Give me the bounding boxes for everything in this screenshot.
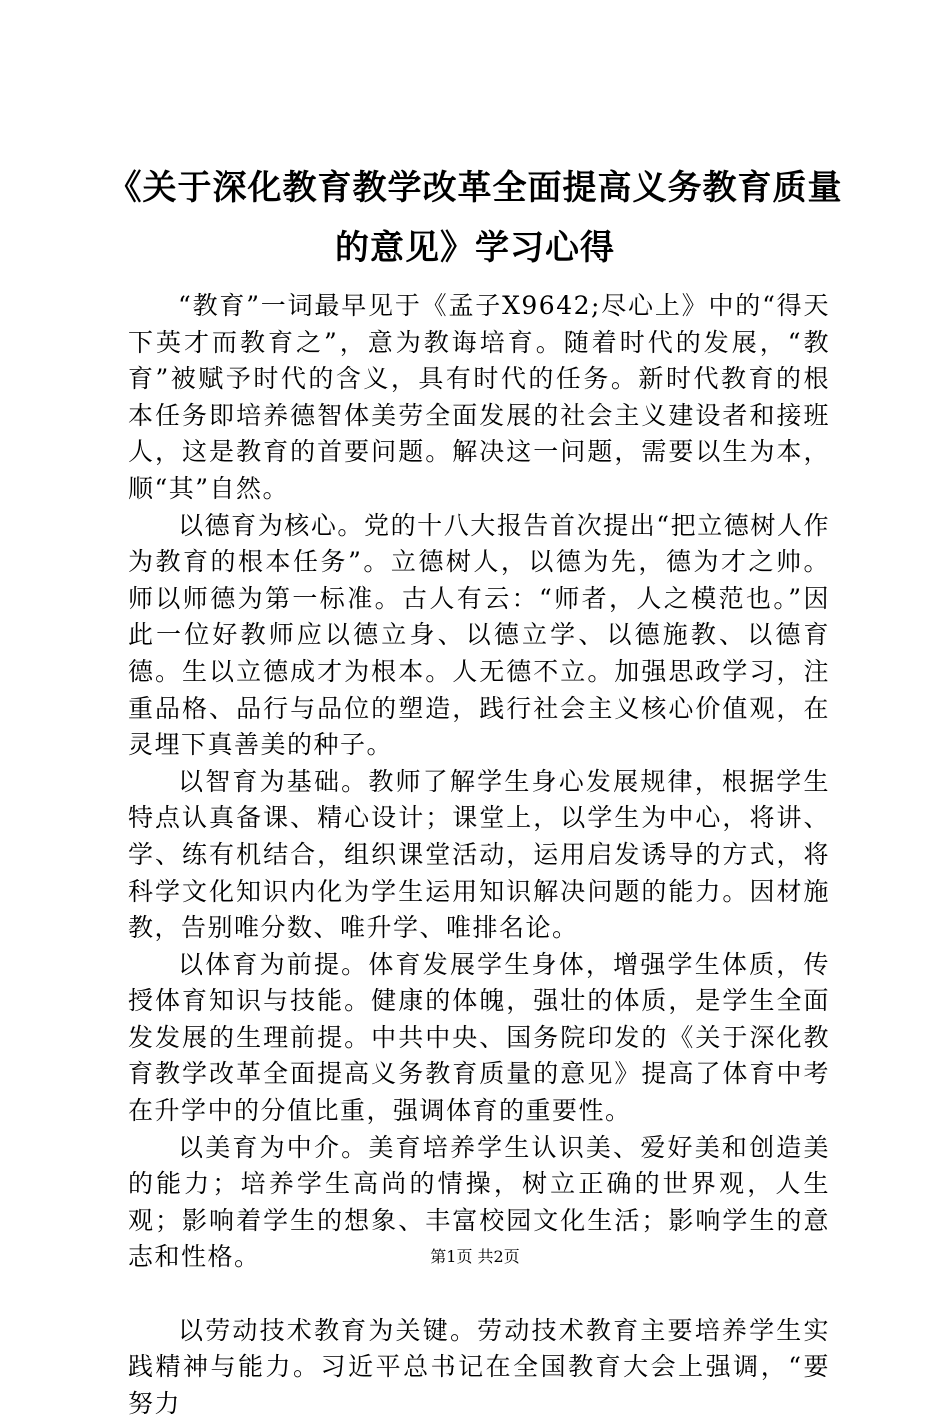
page-number-footer: 第1页 共2页 (430, 1247, 520, 1266)
paragraph-labor-education: 以劳动技术教育为关键。劳动技术教育主要培养学生实践精神与能力。习近平总书记在全国教育大会上强调，“要努力 (128, 1315, 830, 1418)
paragraph-spacer (128, 1276, 830, 1313)
document-title: 《关于深化教育教学改革全面提高义务教育质量的意见》学习心得 (107, 168, 843, 268)
paragraph-intro: “教育”一词最早见于《孟子X9642;尽心上》中的“得天下英才而教育之”，意为教诲培育。随着时代的发展，“教育”被赋予时代的含义，具有时代的任务。新时代教育的根本任务即培养德智体美劳全面发展的社会主义建设者和接班人，这是教育的首要问题。解决这一问题，需要以生为本，顺“其”自然。 (128, 291, 830, 503)
paragraph-intellectual-education: 以智育为基础。教师了解学生身心发展规律，根据学生特点认真备课、精心设计；课堂上，以学生为中心，将讲、学、练有机结合，组织课堂活动，运用启发诱导的方式，将科学文化知识内化为学生运用知识解决问题的能力。因材施教，告别唯分数、唯升学、唯排名论。 (128, 766, 830, 943)
paragraph-physical-education: 以体育为前提。体育发展学生身体，增强学生体质，传授体育知识与技能。健康的体魄，强壮的体质，是学生全面发发展的生理前提。中共中央、国务院印发的《关于深化教育教学改革全面提高义务教育质量的意见》提高了体育中考在升学中的分值比重，强调体育的重要性。 (128, 949, 830, 1126)
paragraph-aesthetic-education: 以美育为中介。美育培养学生认识美、爱好美和创造美的能力；培养学生高尚的情操，树立正确的世界观，人生观；影响着学生的想象、丰富校园文化生活；影响学生的意志和性格。 (128, 1132, 830, 1272)
paragraph-moral-education: 以德育为核心。党的十八大报告首次提出“把立德树人作为教育的根本任务”。立德树人，以德为先，德为才之帅。师以师德为第一标准。古人有云：“师者，人之模范也。”因此一位好教师应以德立身、以德立学、以德施教、以德育德。生以立德成才为根本。人无德不立。加强思政学习，注重品格、品行与品位的塑造，践行社会主义核心价值观，在灵埋下真善美的种子。 (128, 510, 830, 760)
